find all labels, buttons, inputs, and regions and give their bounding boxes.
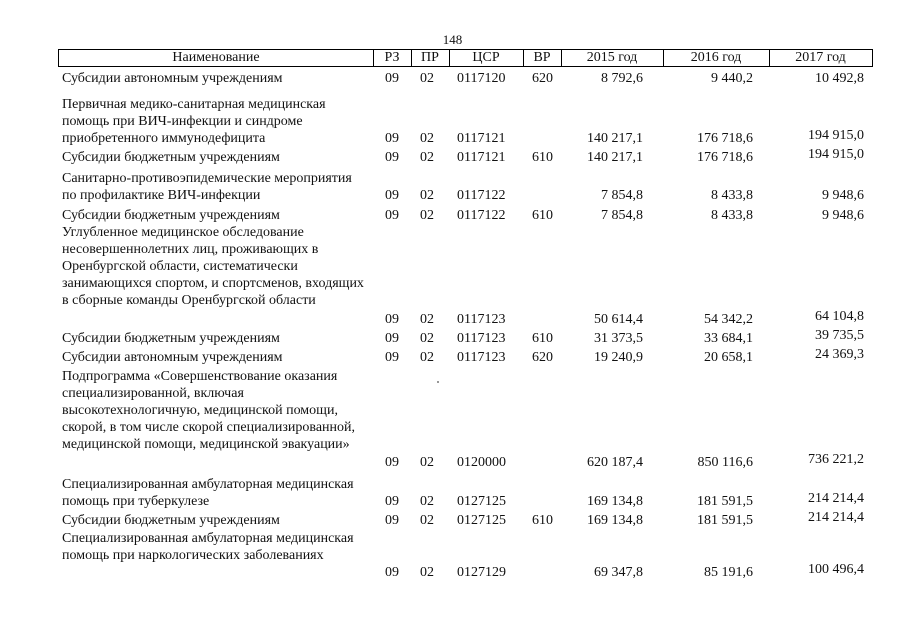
- row-name: Специализированная амбулаторная медицинская помощь при туберкулезе: [62, 477, 354, 509]
- row-rz: 09: [385, 565, 399, 580]
- row-2015: 50 614,4: [594, 312, 643, 327]
- row-pr: 02: [420, 208, 434, 223]
- row-rz: 09: [385, 131, 399, 146]
- row-pr: 02: [420, 71, 434, 86]
- row-2015: 8 792,6: [601, 71, 643, 86]
- row-2017: 736 221,2: [808, 452, 864, 467]
- row-2017: 214 214,4: [808, 491, 864, 506]
- row-csr: 0127125: [457, 513, 506, 528]
- row-2017: 214 214,4: [808, 510, 864, 525]
- row-name: Субсидии бюджетным учреждениям: [62, 331, 280, 346]
- row-2017: 9 948,6: [822, 188, 864, 203]
- row-vr: 610: [532, 150, 553, 165]
- row-2017: 194 915,0: [808, 128, 864, 143]
- row-2015: 169 134,8: [587, 494, 643, 509]
- row-csr: 0117123: [457, 331, 506, 346]
- row-csr: 0117123: [457, 312, 506, 327]
- row-rz: 09: [385, 71, 399, 86]
- row-rz: 09: [385, 208, 399, 223]
- row-name: Субсидии автономным учреждениям: [62, 350, 283, 365]
- row-pr: 02: [420, 513, 434, 528]
- header-csr: ЦСР: [472, 50, 500, 65]
- row-csr: 0127129: [457, 565, 506, 580]
- row-rz: 09: [385, 331, 399, 346]
- row-2016: 8 433,8: [711, 208, 753, 223]
- header-pr: ПР: [421, 50, 439, 65]
- header-2017: 2017 год: [795, 50, 846, 65]
- row-2015: 31 373,5: [594, 331, 643, 346]
- row-csr: 0117123: [457, 350, 506, 365]
- row-2016: 54 342,2: [704, 312, 753, 327]
- row-2015: 140 217,1: [587, 131, 643, 146]
- row-csr: 0127125: [457, 494, 506, 509]
- row-rz: 09: [385, 455, 399, 470]
- row-pr: 02: [420, 188, 434, 203]
- row-rz: 09: [385, 350, 399, 365]
- row-2015: 169 134,8: [587, 513, 643, 528]
- row-pr: 02: [420, 131, 434, 146]
- row-vr: 620: [532, 71, 553, 86]
- row-pr: 02: [420, 312, 434, 327]
- row-name: Специализированная амбулаторная медицинская помощь при наркологических заболеваниях: [62, 531, 354, 563]
- row-vr: 620: [532, 350, 553, 365]
- header-2015: 2015 год: [586, 50, 638, 65]
- row-2016: 181 591,5: [697, 494, 753, 509]
- header-vr: ВР: [533, 50, 551, 65]
- row-name: Санитарно-противоэпидемические мероприятия по профилактике ВИЧ-инфекции: [62, 171, 352, 203]
- row-2016: 181 591,5: [697, 513, 753, 528]
- row-name: Субсидии бюджетным учреждениям: [62, 208, 280, 223]
- row-name: Подпрограмма «Совершенствование оказания специализированной, включая высокотехнологичную, медицинской помощи, скорой, в том числе скорой специализированной, медицинской помощи, медицинской эвакуации»: [62, 369, 356, 452]
- row-name: Субсидии автономным учреждениям: [62, 71, 283, 86]
- row-name: Субсидии бюджетным учреждениям: [62, 150, 280, 165]
- row-vr: 610: [532, 513, 553, 528]
- row-2015: 7 854,8: [601, 208, 643, 223]
- row-rz: 09: [385, 494, 399, 509]
- row-name: Углубленное медицинское обследование несовершеннолетних лиц, проживающих в Оренбургской области, систематически занимающихся спортом, и спортсменов, входящих в сборные команды Оренбургской области: [62, 225, 364, 308]
- row-2016: 8 433,8: [711, 188, 753, 203]
- header-name: Наименование: [172, 50, 260, 65]
- row-vr: 610: [532, 208, 553, 223]
- page-number: 148: [442, 32, 463, 47]
- row-csr: 0120000: [457, 455, 506, 470]
- row-2016: 850 116,6: [697, 455, 753, 470]
- row-2015: 19 240,9: [594, 350, 643, 365]
- row-vr: 610: [532, 331, 553, 346]
- row-2015: 69 347,8: [594, 565, 643, 580]
- row-rz: 09: [385, 513, 399, 528]
- row-2017: 9 948,6: [822, 208, 864, 223]
- row-2017: 194 915,0: [808, 147, 864, 162]
- row-2015: 620 187,4: [587, 455, 643, 470]
- row-2017: 10 492,8: [815, 71, 864, 86]
- row-pr: 02: [420, 494, 434, 509]
- row-rz: 09: [385, 312, 399, 327]
- row-csr: 0117121: [457, 150, 506, 165]
- row-pr: 02: [420, 565, 434, 580]
- row-pr: 02: [420, 350, 434, 365]
- row-2015: 140 217,1: [587, 150, 643, 165]
- row-rz: 09: [385, 150, 399, 165]
- row-pr: 02: [420, 150, 434, 165]
- row-2016: 9 440,2: [711, 71, 753, 86]
- scan-speck: [437, 381, 439, 383]
- row-name: Субсидии бюджетным учреждениям: [62, 513, 280, 528]
- row-csr: 0117122: [457, 208, 506, 223]
- row-2017: 100 496,4: [808, 562, 864, 577]
- row-pr: 02: [420, 455, 434, 470]
- row-2016: 33 684,1: [704, 331, 753, 346]
- row-2016: 85 191,6: [704, 565, 753, 580]
- row-2015: 7 854,8: [601, 188, 643, 203]
- row-csr: 0117120: [457, 71, 506, 86]
- row-2017: 24 369,3: [815, 347, 864, 362]
- row-pr: 02: [420, 331, 434, 346]
- row-csr: 0117122: [457, 188, 506, 203]
- row-2016: 176 718,6: [697, 131, 753, 146]
- header-rz: РЗ: [384, 50, 400, 65]
- row-2017: 39 735,5: [815, 328, 864, 343]
- table-header: [58, 49, 873, 67]
- header-2016: 2016 год: [690, 50, 742, 65]
- row-2016: 20 658,1: [704, 350, 753, 365]
- row-csr: 0117121: [457, 131, 506, 146]
- row-2016: 176 718,6: [697, 150, 753, 165]
- row-name: Первичная медико-санитарная медицинская помощь при ВИЧ-инфекции и синдроме приобретенного иммунодефицита: [62, 97, 326, 146]
- row-2017: 64 104,8: [815, 309, 864, 324]
- row-rz: 09: [385, 188, 399, 203]
